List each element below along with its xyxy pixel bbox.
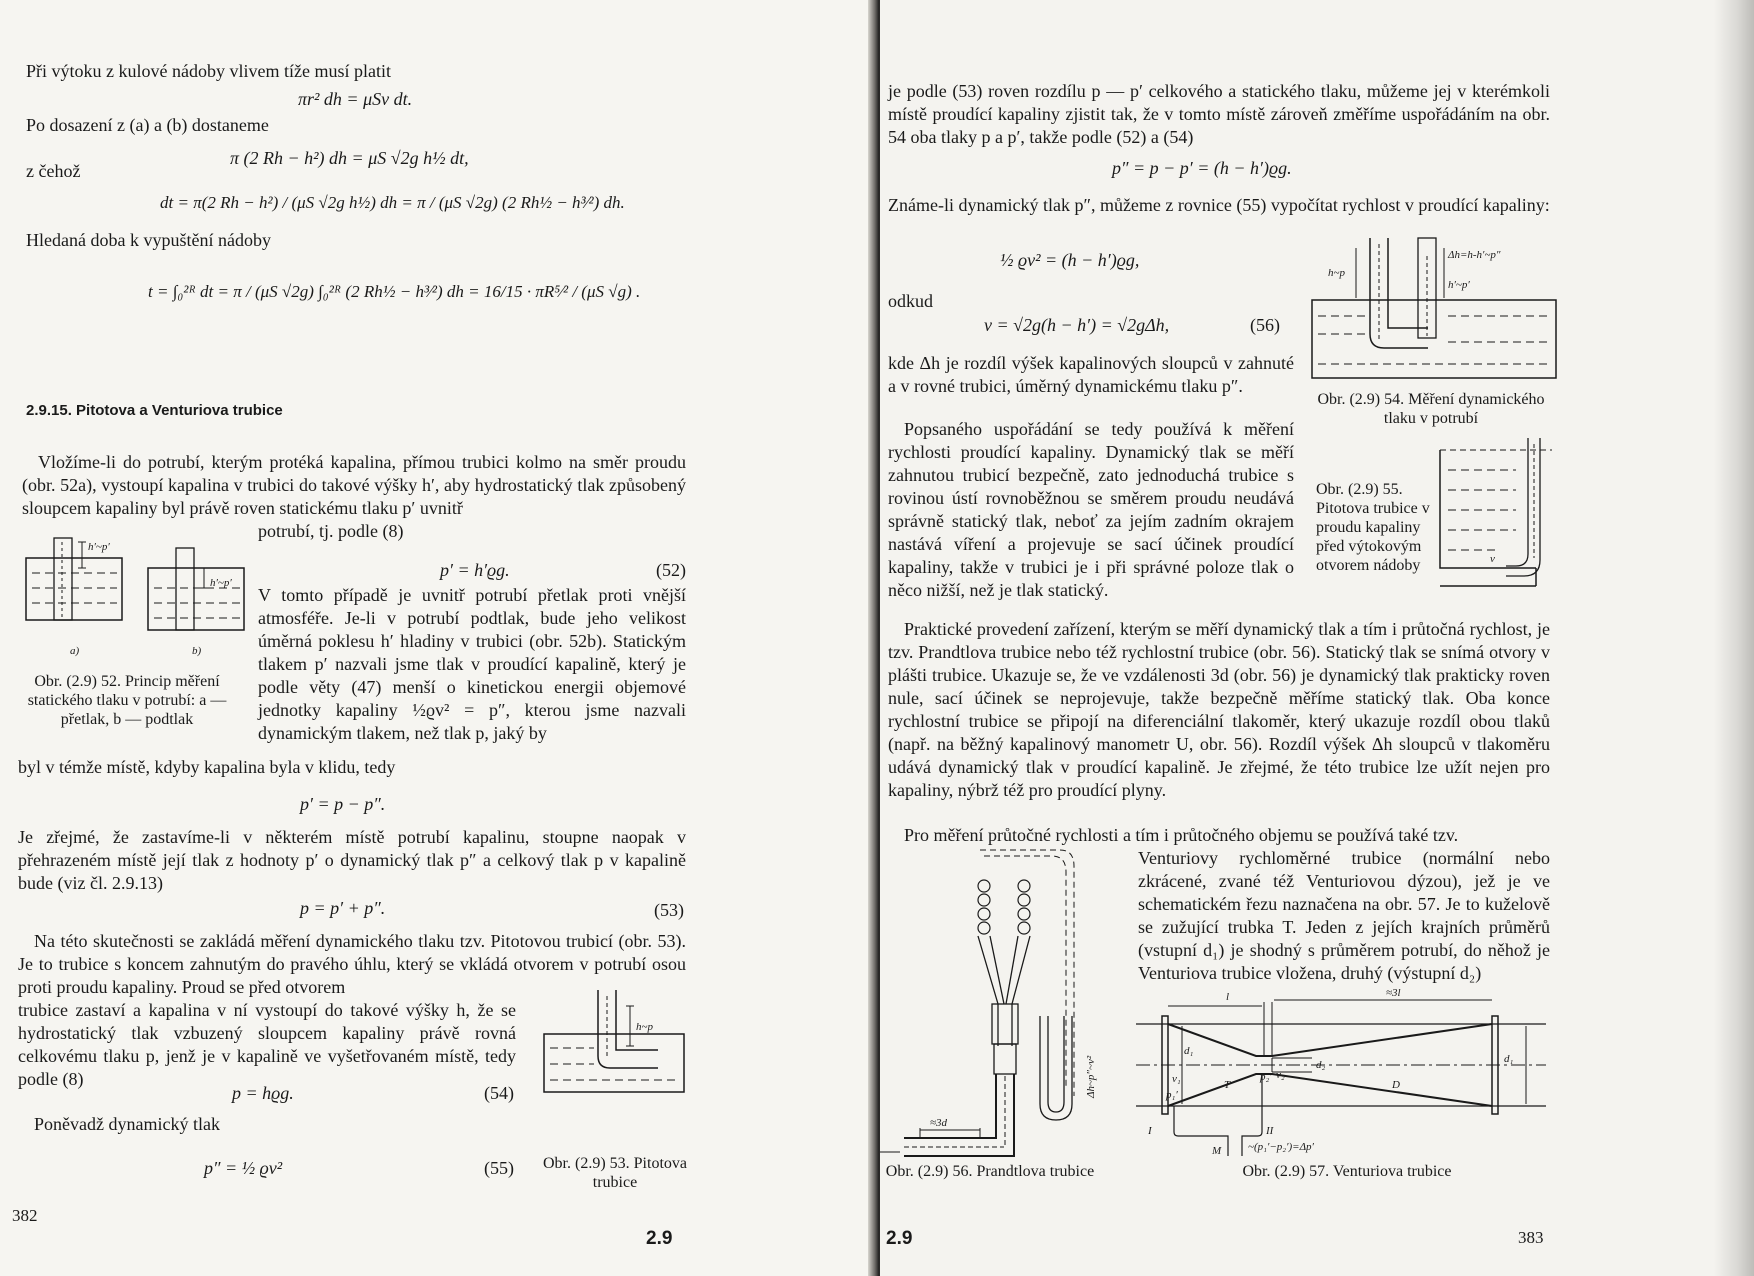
left-p5b: potrubí, tj. podle (8) xyxy=(258,521,404,541)
right-eq56: v = √2g(h − h′) = √2gΔh, xyxy=(984,315,1170,335)
left-p5: Vložíme-li do potrubí, kterým protéká kapalina, přímou trubici kolmo na směr proudu (obr. 52a), vystoupí kapalina v trubici do takové výšky h′, aby hydrostatický tlak způsobený sloupcem kapaliny byl právě roven statickému tlaku p′ uvnitř xyxy=(22,452,686,518)
fig52a-pipe xyxy=(26,558,122,620)
fig57-label-M: M xyxy=(1212,1145,1222,1157)
right-p2: Známe-li dynamický tlak p″, můžeme z rovnice (55) vypočítat rychlost v proudící kapaliny: xyxy=(888,195,1550,215)
right-section-footer: 2.9 xyxy=(886,1228,913,1249)
left-p8b: trubice zastaví a kapalina v ní vystoupí do takové výšky h, že se hydrostatický tlak vzbuzený sloupcem kapaliny právě rovná celkovému tlaku p, jenž je v kapalině ve vyšetřovaném místě, tedy podle (8) xyxy=(18,1000,516,1089)
right-p4: kde Δh je rozdíl výšek kapalinových sloupců v zahnuté a v rovné trubici, úměrný dynamickému tlaku p″. xyxy=(888,353,1294,396)
figure-54-diagram xyxy=(1308,232,1558,382)
left-eq-pp: p′ = p − p″. xyxy=(300,794,386,814)
left-eq4: t = ∫₀²ᴿ dt = π / (μS √2g) ∫₀²ᴿ (2 Rh½ − h³⁄²) dh = 16/15 · πR⁵⁄² / (μS √g) . xyxy=(148,282,641,301)
figure-57-diagram xyxy=(1136,986,1556,1156)
fig52b-label: h′~p′ xyxy=(210,577,232,589)
right-p5: Popsaného uspořádání se tedy používá k měření rychlosti proudící kapaliny. Dynamický tlak se měří zahnutou trubicí bezpečně, zato jednoduchá trubice s rovinou ústí rovnoběžnou se směrem proudu neudává správně statický tlak, neboť za jejím zadním okrajem nastává víření a projevuje se sací účinek proudící kapaliny, takže v trubici je i při správné poloze tlak o něco nižší, než je tlak statický. xyxy=(888,419,1294,600)
fig52-sub-b: b) xyxy=(192,645,202,657)
fig54-label-dh: Δh=h-h′~p″ xyxy=(1448,249,1501,261)
fig57-label-l: l xyxy=(1226,991,1230,1003)
fig54-label-hp: h~p xyxy=(1328,267,1345,279)
left-eq1: πr² dh = μSv dt. xyxy=(298,89,413,109)
left-eq53-number: (53) xyxy=(654,900,684,920)
fig52a-tube xyxy=(54,538,72,620)
right-p6: Praktické provedení zařízení, kterým se měří dynamický tlak a tím i průtočná rychlost, je tzv. Prandtlova trubice nebo též rychlostní trubice (obr. 56). Statický tlak se snímá otvory v plášti trubice. Ukazuje se, že ve vzdálenosti 3d (obr. 56) je dynamický tlak prakticky roven nule, sací účinek se neprojevuje, takže bezpečně měříme statický tlak. Oba konce rychlostní trubice se připojí na diferenciální tlakoměr, který ukazuje rozdíl obou tlaků (např. na běžný kapalinový manometr U, obr. 56). Rozdíl výšek Δh sloupců v tlakoměru udává dynamický tlak v proudící kapalině. Je zřejmé, že této trubice lze užít nejen pro kapaliny, nýbrž též pro proudící plyny. xyxy=(888,619,1550,800)
figure-56-diagram xyxy=(880,836,1130,1156)
right-eq2: ½ ϱv² = (h − h′)ϱg, xyxy=(1000,250,1140,270)
right-p1: je podle (53) roven rozdílu p — p′ celkového a statického tlaku, můžeme jej v kterémkoli místě proudící kapaliny zjistit tak, že v tomto místě zároveň změříme uspořádáním na obr. 54 oba tlaky p a p′, takže podle (52) a (54) xyxy=(888,81,1550,147)
left-p9: Poněvadž dynamický tlak xyxy=(34,1114,220,1134)
right-p7b: Venturiovy rychloměrné trubice (normální nebo zkrácené, zvané též Venturiovou dýzou), jež je ve schematickém řezu naznačena na obr. 57. Je to kuželově se zužující trubka T. Jeden z jejích krajních průměrů (vstupní d₁) je shodný s průměrem potrubí, do něhož je Venturiova trubice vložena, druhý (výstupní d₂) xyxy=(1138,848,1550,983)
fig57-label-II: II xyxy=(1266,1125,1274,1137)
left-eq55: p″ = ½ ϱv² xyxy=(204,1158,283,1178)
left-page xyxy=(0,0,874,1276)
left-section-footer: 2.9 xyxy=(646,1228,673,1249)
left-section-heading: 2.9.15. Pitotova a Venturiova trubice xyxy=(26,402,283,419)
left-p1: Při výtoku z kulové nádoby vlivem tíže musí platit xyxy=(26,61,391,81)
fig56-label-3d: ≈3d xyxy=(930,1117,948,1129)
fig54-pipe xyxy=(1312,300,1556,378)
figure-55-diagram xyxy=(1436,436,1556,606)
right-page xyxy=(880,0,1754,1276)
left-p2: Po dosazení z (a) a (b) dostaneme xyxy=(26,115,269,135)
page-edge-shadow xyxy=(1714,0,1754,1276)
right-eq56-number: (56) xyxy=(1250,315,1280,335)
fig55-label-v: v xyxy=(1490,553,1495,565)
fig53-pipe xyxy=(544,1034,684,1092)
figure-53-diagram xyxy=(538,986,688,1096)
figure-57-caption: Obr. (2.9) 57. Venturiova trubice xyxy=(1242,1163,1452,1180)
left-eq53: p = p′ + p″. xyxy=(300,898,386,918)
figure-52-diagram xyxy=(22,528,262,668)
left-p6b: byl v témže místě, kdyby kapalina byla v klidu, tedy xyxy=(18,757,396,777)
figure-53-caption: Obr. (2.9) 53. Pitotova trubice xyxy=(543,1155,687,1191)
left-p4: Hledaná doba k vypuštění nádoby xyxy=(26,230,271,250)
fig57-label-dp: ~(p₁′−p₂′)=Δp′ xyxy=(1248,1141,1314,1153)
left-page-number: 382 xyxy=(12,1206,38,1225)
left-eq52: p′ = h′ϱg. xyxy=(440,560,510,580)
left-eq55-number: (55) xyxy=(484,1158,514,1178)
fig57-label-v2: v₂ xyxy=(1276,1069,1285,1081)
left-p7: Je zřejmé, že zastavíme-li v některém místě potrubí kapalinu, stoupne naopak v přehrazeném místě její tlak z hodnoty p′ o dynamický tlak p″ a celkový tlak p v kapalině bude (viz čl. 2.9.13) xyxy=(18,827,686,893)
fig52-sub-a: a) xyxy=(70,645,80,657)
fig57-label-D: D xyxy=(1392,1079,1400,1091)
fig57-label-d2: d₂ xyxy=(1316,1059,1326,1071)
left-eq52-number: (52) xyxy=(656,560,686,580)
fig57-label-T: T xyxy=(1224,1079,1231,1091)
fig57-label-p2: p₂′ xyxy=(1260,1071,1272,1083)
figure-56-caption: Obr. (2.9) 56. Prandtlova trubice xyxy=(885,1163,1095,1180)
fig57-label-3l: ≈3l xyxy=(1386,987,1401,999)
figure-54-caption: Obr. (2.9) 54. Měření dynamického tlaku v potrubí xyxy=(1317,391,1545,427)
figure-52-caption: Obr. (2.9) 52. Princip měření statického tlaku v potrubí: a — přetlak, b — podtlak xyxy=(27,673,227,728)
fig52a-label: h′~p′ xyxy=(88,541,110,553)
left-eq3: dt = π(2 Rh − h²) / (μS √2g h½) dh = π / (μS √2g) (2 Rh½ − h³⁄²) dh. xyxy=(160,193,625,212)
fig56-label-dh: Δh~p″~v² xyxy=(1085,1055,1097,1098)
left-p6: V tomto případě je uvnitř potrubí přetlak proti vnější atmosféře. Je-li v potrubí podtlak, bude jeho velikost úměrná poklesu h′ hladiny v trubici (obr. 52b). Statickým tlakem p′ nazvali jsme tlak v proudící kapalině, který je podle věty (47) menší o kinetickou energii objemové jednotky kapaliny ½ϱv² = p″, kterou jsme nazvali dynamickým tlakem, než tlak p, jaký by xyxy=(258,585,686,743)
left-p3: z čehož xyxy=(26,161,81,181)
fig57-label-p1: p₁′ xyxy=(1166,1089,1178,1101)
right-p7: Pro měření průtočné rychlosti a tím i průtočného objemu se používá také tzv. xyxy=(904,825,1459,845)
figure-55-caption: Obr. (2.9) 55. Pitotova trubice v proudu kapaliny před výtokovým otvorem nádoby xyxy=(1316,481,1430,574)
left-eq54-number: (54) xyxy=(484,1083,514,1103)
left-p8: Na této skutečnosti se zakládá měření dynamického tlaku tzv. Pitotovou trubicí (obr. 53). Je to trubice s koncem zahnutým do pravého úhlu, který se vkládá otvorem v potrubí osou proti proudu kapaliny. Proud se před otvorem xyxy=(18,931,686,997)
fig54-label-hp2: h′~p′ xyxy=(1448,279,1470,291)
fig57-label-d1: d₁ xyxy=(1184,1045,1194,1057)
right-p3: odkud xyxy=(888,291,933,311)
fig57-label-I: I xyxy=(1148,1125,1152,1137)
right-page-number: 383 xyxy=(1518,1228,1544,1247)
fig57-label-v1: v₁ xyxy=(1172,1073,1181,1085)
left-eq54: p = hϱg. xyxy=(232,1083,294,1103)
right-eq1: p″ = p − p′ = (h − h′)ϱg. xyxy=(1112,158,1292,178)
left-eq2: π (2 Rh − h²) dh = μS √2g h½ dt, xyxy=(230,148,469,168)
fig57-label-d1-right: d₁ xyxy=(1504,1053,1514,1065)
fig53-label: h~p xyxy=(636,1021,653,1033)
